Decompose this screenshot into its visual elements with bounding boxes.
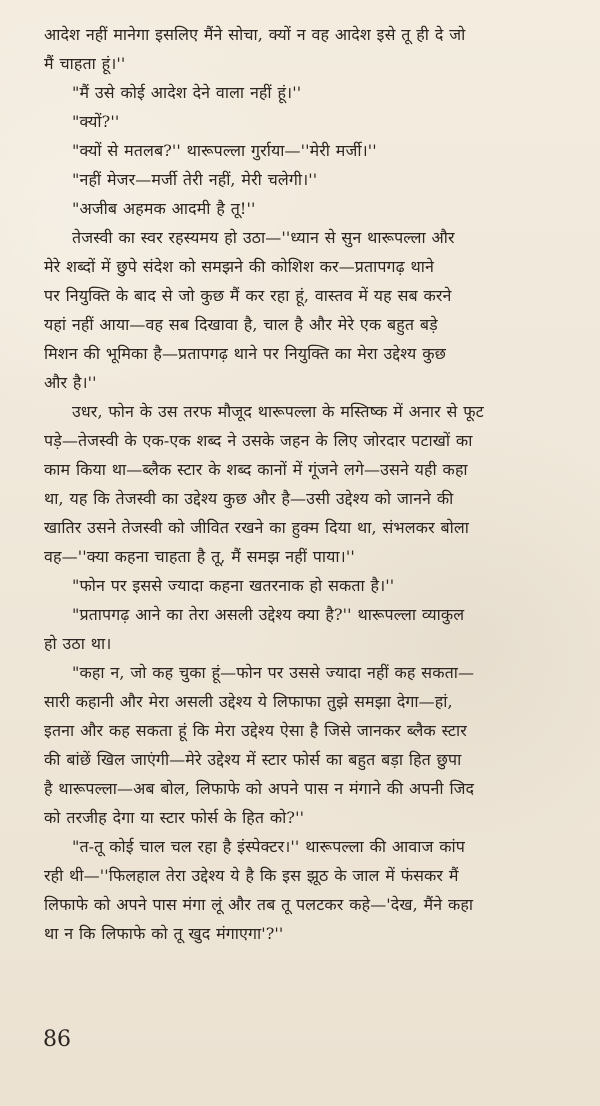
text-line: सारी कहानी और मेरा असली उद्देश्य ये लिफाफा तुझे समझा देगा—हां, bbox=[44, 692, 453, 711]
text-line: पर नियुक्ति के बाद से जो कुछ मैं कर रहा हूं, वास्तव में यह सब करने bbox=[44, 286, 452, 305]
text-line: "त-तू कोई चाल चल रहा है इंस्पेक्टर।'' थारूपल्ला की आवाज कांप bbox=[72, 837, 465, 856]
paragraph-dialogue-4 bbox=[44, 165, 582, 194]
paragraph-main-4 bbox=[44, 832, 582, 948]
text-line: यहां नहीं आया—वह सब दिखावा है, चाल है और मेरे एक बहुत बड़े bbox=[44, 315, 438, 334]
paragraph-dialogue-5 bbox=[44, 194, 582, 223]
text-line: को तरजीह देगा या स्टार फोर्स के हित को?'' bbox=[44, 808, 305, 827]
paragraph-continuation bbox=[44, 20, 582, 78]
text-line: लिफाफे को अपने पास मंगा लूं और तब तू पलटकर कहे—'देख, मैंने कहा bbox=[44, 895, 474, 914]
text-line: इतना और कह सकता हूं कि मेरा उद्देश्य ऐसा है जिसे जानकर ब्लैक स्टार bbox=[44, 721, 467, 740]
paragraph-dialogue-1 bbox=[44, 78, 582, 107]
paragraph-main-1 bbox=[44, 223, 582, 397]
text-line: "प्रतापगढ़ आने का तेरा असली उद्देश्य क्या है?'' थारूपल्ला व्याकुल bbox=[72, 605, 465, 624]
text-line: "नहीं मेजर—मर्जी तेरी नहीं, मेरी चलेगी।'' bbox=[72, 170, 318, 189]
text-line: है थारूपल्ला—अब बोल, लिफाफे को अपने पास न मंगाने की अपनी जिद bbox=[44, 779, 475, 798]
text-line: "मैं उसे कोई आदेश देने वाला नहीं हूं।'' bbox=[72, 83, 302, 102]
paragraph-dialogue-2 bbox=[44, 107, 582, 136]
text-line: "कहा न, जो कह चुका हूं—फोन पर उससे ज्यादा नहीं कह सकता— bbox=[72, 663, 475, 682]
page-number: 86 bbox=[43, 1027, 71, 1052]
text-line: तेजस्वी का स्वर रहस्यमय हो उठा—''ध्यान से सुन थारूपल्ला और bbox=[72, 228, 455, 247]
text-line: "क्यों?'' bbox=[72, 112, 120, 131]
text-line: मिशन की भूमिका है—प्रतापगढ़ थाने पर नियुक्ति का मेरा उद्देश्य कुछ bbox=[44, 344, 446, 363]
text-line: काम किया था—ब्लैक स्टार के शब्द कानों में गूंजने लगे—उसने यही कहा bbox=[44, 460, 468, 479]
text-line: मेरे शब्दों में छुपे संदेश को समझने की कोशिश कर—प्रतापगढ़ थाने bbox=[44, 257, 434, 276]
paragraph-dialogue-6 bbox=[44, 571, 582, 600]
text-line: मैं चाहता हूं।'' bbox=[44, 54, 126, 73]
paragraph-dialogue-7 bbox=[44, 600, 582, 658]
text-line: रही थी—''फिलहाल तेरा उद्देश्य ये है कि इस झूठ के जाल में फंसकर मैं bbox=[44, 866, 459, 885]
text-line: की बांछें खिल जाएंगी—मेरे उद्देश्य में स्टार फोर्स का बहुत बड़ा हित छुपा bbox=[44, 750, 462, 769]
text-line: वह—''क्या कहना चाहता है तू, मैं समझ नहीं पाया।'' bbox=[44, 547, 355, 566]
text-line: पड़े—तेजस्वी के एक-एक शब्द ने उसके जहन के लिए जोरदार पटाखों का bbox=[44, 431, 473, 450]
paragraph-dialogue-3 bbox=[44, 136, 582, 165]
text-line: "फोन पर इससे ज्यादा कहना खतरनाक हो सकता है।'' bbox=[72, 576, 395, 595]
text-line: खातिर उसने तेजस्वी को जीवित रखने का हुक्म दिया था, संभलकर बोला bbox=[44, 518, 469, 537]
text-line: था, यह कि तेजस्वी का उद्देश्य कुछ और है—उसी उद्देश्य को जानने की bbox=[44, 489, 454, 508]
paragraph-main-2 bbox=[44, 397, 582, 571]
text-line: हो उठा था। bbox=[44, 634, 112, 653]
text-line: आदेश नहीं मानेगा इसलिए मैंने सोचा, क्यों न वह आदेश इसे तू ही दे जो bbox=[44, 25, 466, 44]
text-line: था न कि लिफाफे को तू खुद मंगाएगा'?'' bbox=[44, 924, 284, 943]
text-line: और है।'' bbox=[44, 373, 97, 392]
page-text bbox=[44, 20, 582, 948]
paragraph-main-3 bbox=[44, 658, 582, 832]
text-line: "अजीब अहमक आदमी है तू!'' bbox=[72, 199, 256, 218]
text-line: "क्यों से मतलब?'' थारूपल्ला गुर्राया—''मेरी मर्जी।'' bbox=[72, 141, 377, 160]
text-line: उधर, फोन के उस तरफ मौजूद थारूपल्ला के मस्तिष्क में अनार से फूट bbox=[72, 402, 484, 421]
